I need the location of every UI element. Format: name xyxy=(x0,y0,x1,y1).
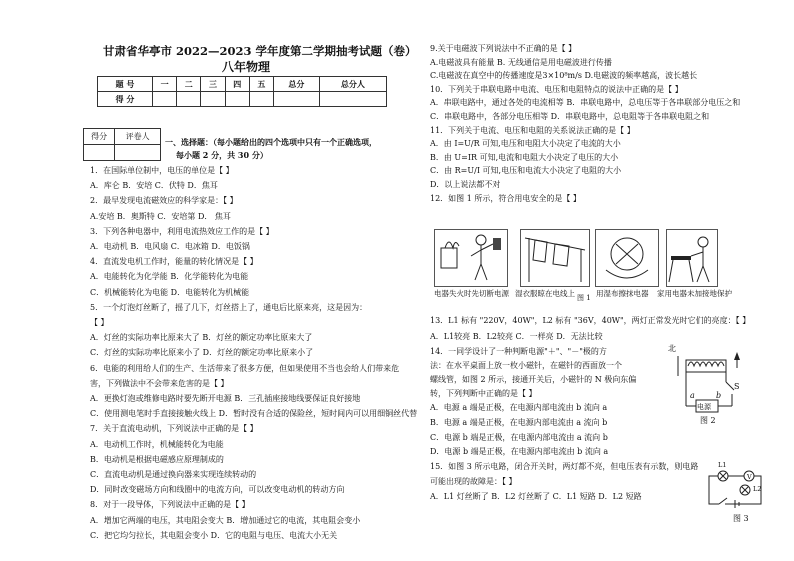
question-line: 【 】 xyxy=(90,318,109,327)
fig2-label: 图 2 xyxy=(700,416,716,425)
question-line: A．增加它两端的电压，其电阻会变大 B．增加通过它的电流，其电阻会变小 xyxy=(90,515,361,525)
question-line: 法：在水平桌面上放一枚小磁针，在磁针的西面放一个 xyxy=(430,361,622,370)
question-line: C．机械能转化为电能 D．电能转化为机械能 xyxy=(90,287,250,297)
fig2-solenoid-diagram xyxy=(672,346,752,420)
fig1-caption: 电器失火时先切断电源 xyxy=(434,289,509,298)
question-line: 8．对于一段导体，下列说法中正确的是【 】 xyxy=(90,500,250,510)
fig1-picture-wet-clothes xyxy=(520,229,590,287)
fig1-picture-fire xyxy=(434,229,508,287)
question-line: C．电源 b 端是正极，在电源内部电流由 a 流向 b xyxy=(430,433,608,442)
question-line: A.电磁波具有能量 B. 无线通信是用电磁波进行传播 xyxy=(430,57,612,67)
question-line: 10．下列关于串联电路中电流、电压和电阻特点的说法中正确的是【 】 xyxy=(430,84,683,94)
question-line: A.安培 B．奥斯特 C．安培第 D． 焦耳 xyxy=(90,211,231,221)
question-line: A．串联电路中，通过各处的电流相等 B．串联电路中，总电压等于各串联部分电压之和 xyxy=(430,98,741,108)
question-line: 害，下列做法中不会带来危害的是【 】 xyxy=(90,378,229,388)
question-line: A．库仑 B．安培 C．伏特 D．焦耳 xyxy=(90,181,218,191)
fig3-l2-label: L2 xyxy=(753,485,762,493)
question-line: A．电源 a 端是正极，在电源内部电流由 b 流向 a xyxy=(430,403,608,412)
question-line: B．电动机是根据电磁感应原理制成的 xyxy=(90,454,224,464)
grader-table xyxy=(83,128,161,161)
question-line: 7．关于直流电动机，下列说法中正确的是【 】 xyxy=(90,424,258,434)
question-line: A．更换灯泡或维修电路时要先断开电源 B．三孔插座接地线要保证良好接地 xyxy=(90,394,361,403)
question-line: 11．下列关于电流、电压和电阻的关系说法正确的是【 】 xyxy=(430,125,635,135)
question-line: D．同时改变磁场方向和线圈中的电流方向，可以改变电动机的转动方向 xyxy=(90,485,345,495)
fig2-a-label: a xyxy=(690,391,695,400)
score-input-cell[interactable] xyxy=(153,92,177,107)
question-line: 6．电能的利用给人们的生产、生活带来了很多方便，但如果使用不当也会给人们带来危 xyxy=(90,363,400,373)
fig3-label: 图 3 xyxy=(733,514,749,523)
score-input-cell[interactable] xyxy=(225,92,249,107)
score-cell: 题 号 xyxy=(98,77,153,92)
section-heading: 每小题 2 分，共 30 分） xyxy=(176,150,268,160)
score-cell: 一 xyxy=(153,77,177,92)
question-line: D．以上说法都不对 xyxy=(430,180,501,189)
score-input-cell[interactable] xyxy=(274,92,320,107)
question-line: 5．一个灯泡灯丝断了，摇了几下，灯丝搭上了，通电后比原来亮，这是因为： xyxy=(90,302,368,312)
score-table-header-row xyxy=(98,77,387,92)
score-cell: 三 xyxy=(201,77,225,92)
question-line: 4．直流发电机工作时，能量的转化情况是【 】 xyxy=(90,257,258,267)
fig1-picture-no-ground xyxy=(666,229,718,287)
question-line: A．由 I=U/R 可知,电压和电阻大小决定了电流的大小 xyxy=(430,139,621,149)
fig1-label: 图 1 xyxy=(577,294,591,302)
question-line: 12．如图 1 所示，符合用电安全的是【 】 xyxy=(430,193,581,203)
score-input-cell[interactable] xyxy=(177,92,201,107)
fig1-picture-wet-cloth xyxy=(595,229,659,287)
grader-input-cell[interactable] xyxy=(84,145,115,161)
question-line: C．串联电路中，各部分电压相等 D．串联电路中，总电阻等于各串联电阻之和 xyxy=(430,112,710,121)
exam-subtitle: 八年物理 xyxy=(222,60,271,74)
question-line: C.电磁波在真空中的传播速度是3×10⁸m/s D.电磁波的频率越高，波长越长 xyxy=(430,71,698,81)
score-input-cell[interactable] xyxy=(201,92,225,107)
question-line: A．电动机 B．电风扇 C．电冰箱 D．电饭锅 xyxy=(90,242,250,251)
score-input-cell[interactable] xyxy=(249,92,273,107)
score-table-score-row xyxy=(98,92,387,107)
fig2-b-label: b xyxy=(716,391,722,400)
question-line: 转，下列判断中正确的是【 】 xyxy=(430,389,537,398)
question-line: 14．一同学设计了一种判断电源"＋"、"－"极的方 xyxy=(430,347,607,356)
question-line: 2．最早发现电流磁效应的科学家是：【 】 xyxy=(90,196,238,206)
question-line: 可能出现的故障是：【 】 xyxy=(430,477,517,486)
fig2-source-label: 电源 xyxy=(697,403,711,411)
exam-title: 甘肃省华亭市 2022—2023 学年度第二学期抽考试题（卷） xyxy=(103,44,417,58)
score-cell: 总分 xyxy=(274,77,320,92)
fig3-l1-label: L1 xyxy=(718,461,727,469)
score-input-cell[interactable] xyxy=(319,92,386,107)
question-line: C．由 R=U/I 可知,电压和电流大小决定了电阻的大小 xyxy=(430,166,622,176)
fig1-caption: 湿衣服晾在电线上 xyxy=(515,289,575,298)
question-line: B．由 U=IR 可知,电流和电阻大小决定了电压的大小 xyxy=(430,152,619,162)
question-line: 9.关于电磁波下列说法中不正确的是【 】 xyxy=(430,44,577,53)
question-line: C．灯丝的实际功率比原来小了 D．灯丝的额定功率比原来小了 xyxy=(90,348,314,358)
question-line: 3．下列各种电器中，利用电流热效应工作的是【 】 xyxy=(90,226,274,236)
grader-input-cell[interactable] xyxy=(115,145,161,161)
grader-cell: 得分 xyxy=(84,129,115,145)
question-line: B．电源 a 端是正极，在电源内部电流由 a 流向 b xyxy=(430,418,608,427)
question-line: A．L1 灯丝断了 B．L2 灯丝断了 C．L1 短路 D．L2 短路 xyxy=(430,492,642,501)
question-line: C．直流电动机是通过换向器来实现连续转动的 xyxy=(90,470,257,479)
question-line: A．电动机工作时，机械能转化为电能 xyxy=(90,439,224,449)
question-line: A．L1较亮 B．L2较亮 C．一样亮 D．无法比较 xyxy=(430,332,603,341)
question-line: C．使用测电笔时手直接接触火线上 D．暂时没有合适的保险丝，短时间内可以用细铜丝代替 xyxy=(90,409,418,419)
question-line: A．电能转化为化学能 B．化学能转化为电能 xyxy=(90,272,249,282)
fig2-switch-label: S xyxy=(734,382,740,391)
score-table xyxy=(97,76,387,107)
fig3-v-label: V xyxy=(747,473,752,481)
fig2-north-label: 北 xyxy=(668,344,676,353)
question-line: 15．如图 3 所示电路，闭合开关时，两灯都不亮，但电压表有示数，则电路 xyxy=(430,462,699,471)
score-cell: 总分人 xyxy=(319,77,386,92)
question-line: C．把它均匀拉长，其电阻会变小 D．它的电阻与电压、电流大小无关 xyxy=(90,530,338,540)
question-line: 螺线管，如图 2 所示，接通开关后，小磁针的 N 极向东偏 xyxy=(430,375,637,384)
fig1-caption: 用湿布擦抹电器 xyxy=(596,289,649,298)
grader-cell: 评卷人 xyxy=(115,129,161,145)
score-cell: 得 分 xyxy=(98,92,153,107)
question-line: A．灯丝的实际功率比原来大了 B．灯丝的额定功率比原来大了 xyxy=(90,333,313,343)
fig1-caption: 家用电器未加接地保护 xyxy=(657,289,732,298)
score-cell: 五 xyxy=(249,77,273,92)
question-line: 1．在国际单位制中，电压的单位是【 】 xyxy=(90,166,234,175)
question-line: D．电源 b 端是正极，在电源内部电流由 b 流向 a xyxy=(430,447,609,456)
score-cell: 四 xyxy=(225,77,249,92)
score-cell: 二 xyxy=(177,77,201,92)
question-line: 13．L1 标有 "220V，40W"，L2 标有 "36V，40W"，两灯正常发光时它们的亮度：【 】 xyxy=(430,316,751,325)
section-heading: 一、选择题：（每小题给出的四个选项中只有一个正确选项， xyxy=(165,137,377,147)
